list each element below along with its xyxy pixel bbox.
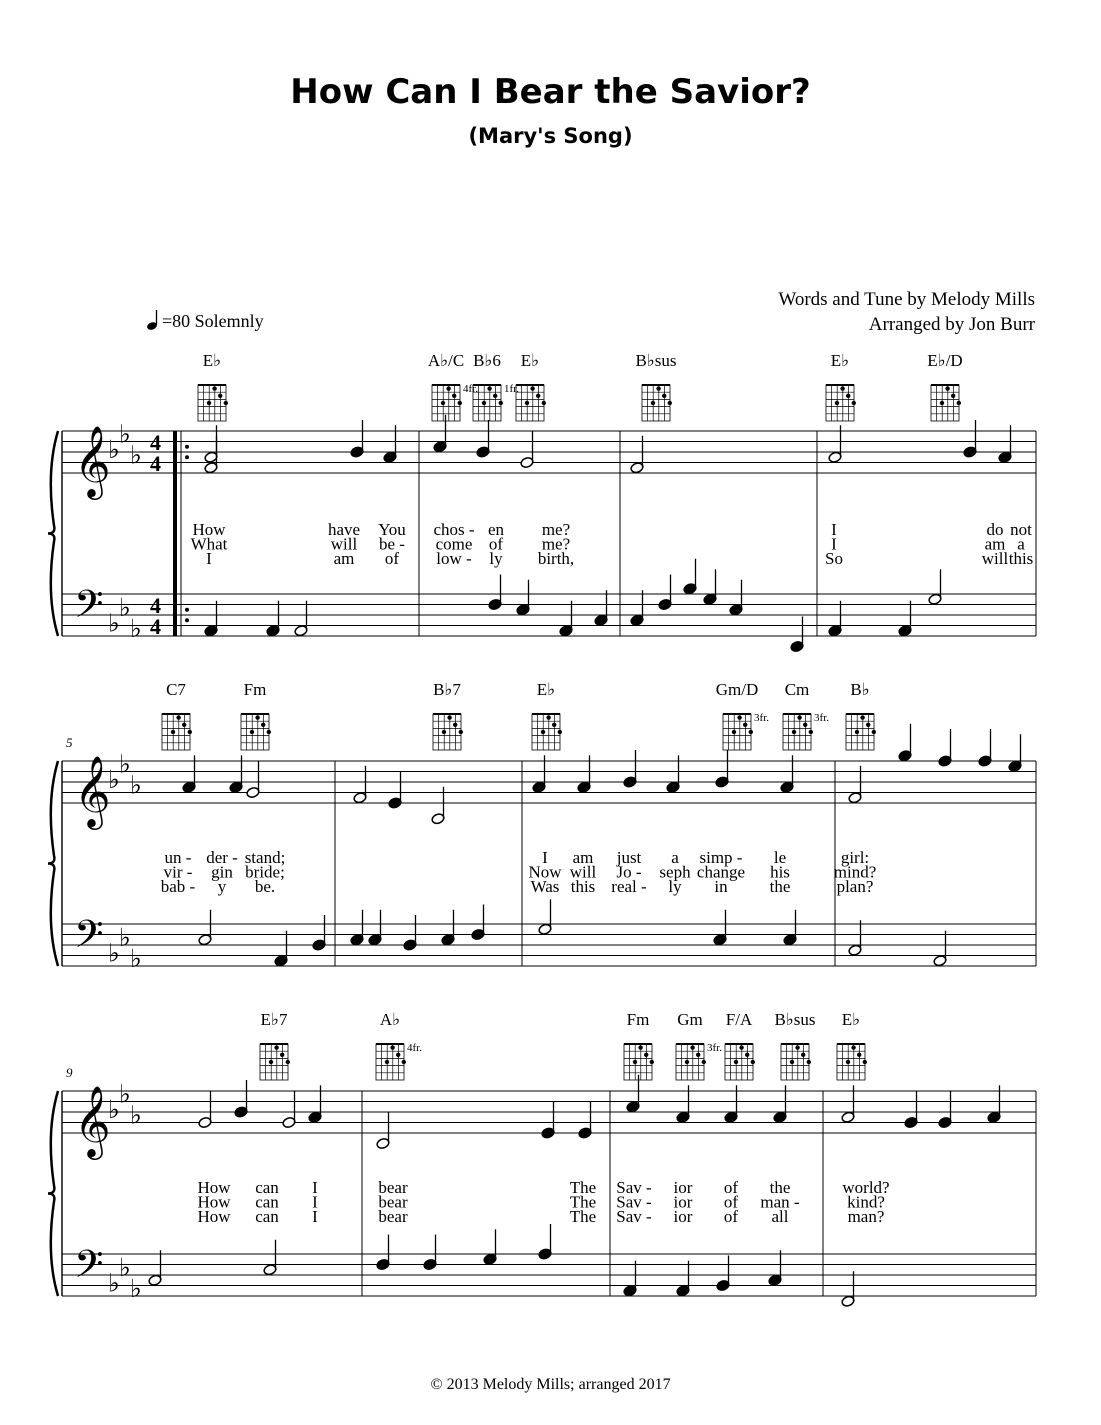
chord-diagram bbox=[433, 714, 463, 750]
flat-icon: ♭ bbox=[130, 615, 142, 643]
lyric-syllable: low - bbox=[436, 549, 472, 568]
lyric-syllable: man? bbox=[847, 1207, 885, 1226]
lyric-syllable: can bbox=[255, 1178, 279, 1197]
treble-clef-icon: 𝄞 bbox=[74, 758, 111, 826]
lyric-syllable: can bbox=[255, 1192, 279, 1212]
chord-symbol: E♭ bbox=[202, 351, 222, 370]
chord-symbol: Fm bbox=[243, 680, 267, 699]
lyric-syllable: stand; bbox=[244, 848, 286, 867]
composer-credit: Words and Tune by Melody Mills bbox=[778, 289, 1035, 310]
chord-symbol: A♭/C bbox=[427, 351, 465, 370]
chord-diagram bbox=[516, 385, 546, 421]
lyric-syllable: be - bbox=[379, 534, 405, 554]
lyric-syllable: bride; bbox=[245, 862, 285, 882]
flat-icon: ♭ bbox=[130, 442, 142, 470]
lyric-syllable: of bbox=[723, 1178, 739, 1197]
flat-icon: ♭ bbox=[108, 1097, 120, 1124]
lyric-syllable: am bbox=[572, 848, 594, 867]
lyric-syllable: bab - bbox=[160, 877, 196, 896]
lyric-syllable: of bbox=[723, 1207, 739, 1226]
flat-icon: ♭ bbox=[108, 940, 120, 968]
lyric-syllable: can bbox=[255, 1207, 279, 1226]
lyric-syllable: bear bbox=[378, 1207, 408, 1226]
lyric-syllable: ly bbox=[489, 549, 503, 568]
lyric-syllable: am bbox=[984, 534, 1006, 554]
lyric-syllable: I bbox=[831, 534, 837, 554]
arranger-credit: Arranged by Jon Burr bbox=[868, 314, 1035, 335]
chord-diagram bbox=[783, 714, 813, 750]
lyric-syllable: am bbox=[333, 549, 355, 568]
lyric-syllable: all bbox=[771, 1207, 789, 1226]
lyric-syllable: the bbox=[769, 877, 791, 896]
lyric-syllable: a bbox=[1017, 534, 1025, 554]
tempo-text: =80 Solemnly bbox=[162, 311, 264, 331]
fret-label: 4fr. bbox=[463, 383, 478, 395]
lyric-syllable: bear bbox=[378, 1178, 408, 1197]
lyric-syllable: I bbox=[831, 520, 837, 539]
lyric-syllable: Sav - bbox=[616, 1192, 652, 1212]
chord-symbol: F/A bbox=[725, 1010, 753, 1029]
song-title: How Can I Bear the Savior? bbox=[290, 72, 811, 112]
copyright: © 2013 Melody Mills; arranged 2017 bbox=[430, 1376, 671, 1393]
lyric-syllable: girl: bbox=[840, 848, 870, 867]
chord-diagram bbox=[642, 385, 672, 421]
chord-diagram bbox=[198, 385, 228, 421]
lyric-syllable: en bbox=[487, 520, 505, 539]
flat-icon: ♭ bbox=[108, 437, 120, 464]
lyric-syllable: real - bbox=[611, 877, 647, 896]
song-subtitle: (Mary's Song) bbox=[468, 124, 633, 148]
chord-symbol: E♭ bbox=[536, 680, 556, 699]
lyric-syllable: gin bbox=[211, 862, 233, 882]
lyric-syllable: have bbox=[327, 520, 361, 539]
lyric-syllable: a bbox=[671, 848, 679, 867]
chord-symbol: E♭ bbox=[830, 351, 850, 370]
chord-symbol: E♭/D bbox=[927, 351, 963, 370]
chord-diagram bbox=[837, 1044, 867, 1080]
chord-diagram bbox=[624, 1044, 654, 1080]
repeat-barline bbox=[173, 431, 177, 636]
lyric-syllable: not bbox=[1010, 520, 1032, 539]
treble-clef-icon: 𝄞 bbox=[74, 1088, 111, 1156]
lyric-syllable: be. bbox=[254, 877, 276, 896]
bass-staff bbox=[62, 1254, 1036, 1296]
chord-symbol: B♭6 bbox=[473, 351, 501, 370]
lyric-syllable: You bbox=[378, 520, 406, 539]
lyric-syllable: Jo - bbox=[616, 862, 642, 882]
chord-symbol: Fm bbox=[626, 1010, 650, 1029]
measure-number: 5 bbox=[66, 735, 73, 750]
lyric-syllable: his bbox=[770, 862, 790, 882]
lyric-syllable: vir - bbox=[163, 862, 193, 882]
fret-label: 3fr. bbox=[754, 712, 769, 724]
lyric-syllable: So bbox=[825, 549, 843, 568]
lyric-syllable: le bbox=[773, 848, 787, 867]
lyric-syllable: Was bbox=[530, 877, 560, 896]
time-signature: 4 bbox=[150, 430, 161, 455]
lyric-syllable: ior bbox=[673, 1192, 693, 1212]
chord-symbol: Gm/D bbox=[715, 680, 759, 699]
time-signature: 4 bbox=[150, 614, 161, 639]
flat-icon: ♭ bbox=[130, 945, 142, 973]
lyric-syllable: der - bbox=[206, 848, 238, 867]
lyric-syllable: just bbox=[616, 848, 642, 867]
treble-clef-icon: 𝄞 bbox=[74, 428, 111, 496]
lyric-syllable: seph bbox=[659, 862, 691, 882]
time-signature: 4 bbox=[150, 593, 161, 618]
chord-diagram bbox=[260, 1044, 290, 1080]
brace-icon bbox=[48, 1091, 58, 1296]
chord-diagram bbox=[162, 714, 192, 750]
lyric-syllable: me? bbox=[541, 534, 571, 554]
bass-clef-icon: 𝄢 bbox=[74, 913, 104, 965]
flat-icon: ♭ bbox=[108, 767, 120, 794]
chord-symbol: B♭sus bbox=[635, 351, 677, 370]
lyric-syllable: in bbox=[714, 877, 728, 896]
lyric-syllable: of bbox=[488, 534, 504, 554]
lyric-syllable: I bbox=[312, 1192, 318, 1212]
repeat-dot bbox=[185, 455, 189, 459]
lyric-syllable: ior bbox=[673, 1178, 693, 1197]
lyric-syllable: I bbox=[312, 1178, 318, 1197]
chord-symbol: B♭7 bbox=[433, 680, 461, 699]
chord-diagram bbox=[846, 714, 876, 750]
chord-diagram bbox=[376, 1044, 406, 1080]
lyric-syllable: birth, bbox=[537, 549, 575, 568]
chord-diagram bbox=[781, 1044, 811, 1080]
chord-symbol: E♭ bbox=[520, 351, 540, 370]
bass-clef-icon: 𝄢 bbox=[74, 583, 104, 635]
lyric-syllable: me? bbox=[541, 520, 571, 539]
fret-label: 1fr. bbox=[504, 383, 519, 395]
lyric-syllable: do bbox=[986, 520, 1004, 539]
lyric-syllable: I bbox=[542, 848, 548, 867]
chord-diagram bbox=[826, 385, 856, 421]
bass-clef-icon: 𝄢 bbox=[74, 1243, 104, 1295]
chord-symbol: Gm bbox=[677, 1010, 703, 1029]
lyric-syllable: How bbox=[197, 1192, 231, 1212]
flat-icon: ♭ bbox=[119, 751, 131, 779]
lyric-syllable: What bbox=[190, 534, 228, 554]
lyric-syllable: this bbox=[570, 877, 596, 896]
chord-diagram bbox=[725, 1044, 755, 1080]
lyric-syllable: will bbox=[330, 534, 358, 554]
lyric-syllable: man - bbox=[760, 1192, 800, 1212]
flat-icon: ♭ bbox=[130, 1102, 142, 1130]
lyric-syllable: ly bbox=[668, 877, 682, 896]
chord-diagram bbox=[931, 385, 961, 421]
chord-symbol: E♭7 bbox=[260, 1010, 288, 1029]
lyric-syllable: ior bbox=[673, 1207, 693, 1226]
lyric-syllable: world? bbox=[842, 1178, 890, 1197]
flat-icon: ♭ bbox=[119, 421, 131, 449]
lyric-syllable: mind? bbox=[833, 862, 877, 882]
flat-icon: ♭ bbox=[130, 1275, 142, 1303]
lyric-syllable: I bbox=[312, 1207, 318, 1226]
repeat-dot bbox=[185, 445, 189, 449]
lyric-syllable: simp - bbox=[699, 848, 743, 867]
lyric-syllable: The bbox=[569, 1207, 597, 1226]
fret-label: 3fr. bbox=[707, 1042, 722, 1054]
lyric-syllable: of bbox=[384, 549, 400, 568]
lyric-syllable: of bbox=[723, 1192, 739, 1212]
chord-symbol: C7 bbox=[166, 680, 186, 699]
fret-label: 3fr. bbox=[814, 712, 829, 724]
lyric-syllable: un - bbox=[164, 848, 192, 867]
lyric-syllable: chos - bbox=[433, 520, 475, 539]
flat-icon: ♭ bbox=[119, 594, 131, 622]
treble-staff bbox=[62, 761, 1036, 803]
flat-icon: ♭ bbox=[119, 1081, 131, 1109]
lyric-syllable: bear bbox=[378, 1192, 408, 1212]
repeat-dot bbox=[185, 608, 189, 612]
lyric-syllable: come bbox=[435, 534, 473, 554]
brace-icon bbox=[48, 431, 58, 636]
flat-icon: ♭ bbox=[119, 1254, 131, 1282]
lyric-syllable: Now bbox=[528, 862, 562, 882]
lyric-syllable: The bbox=[569, 1192, 597, 1212]
lyric-syllable: change bbox=[696, 862, 746, 882]
chord-diagram bbox=[676, 1044, 706, 1080]
fret-label: 4fr. bbox=[407, 1042, 422, 1054]
lyric-syllable: How bbox=[197, 1178, 231, 1197]
chord-diagram bbox=[532, 714, 562, 750]
lyric-syllable: will bbox=[981, 549, 1009, 568]
lyric-syllable: How bbox=[192, 520, 226, 539]
flat-icon: ♭ bbox=[130, 772, 142, 800]
lyric-syllable: Sav - bbox=[616, 1178, 652, 1197]
lyric-syllable: y bbox=[217, 877, 227, 896]
chord-symbol: Cm bbox=[784, 680, 810, 699]
lyric-syllable: kind? bbox=[847, 1192, 885, 1212]
lyric-syllable: Sav - bbox=[616, 1207, 652, 1226]
lyric-syllable: I bbox=[206, 549, 212, 568]
measure-number: 9 bbox=[66, 1065, 73, 1080]
repeat-dot bbox=[185, 618, 189, 622]
chord-symbol: E♭ bbox=[841, 1010, 861, 1029]
chord-symbol: B♭sus bbox=[774, 1010, 816, 1029]
lyric-syllable: The bbox=[569, 1178, 597, 1197]
lyric-syllable: plan? bbox=[836, 877, 874, 896]
brace-icon bbox=[48, 761, 58, 966]
flat-icon: ♭ bbox=[108, 1270, 120, 1298]
lyric-syllable: How bbox=[197, 1207, 231, 1226]
chord-diagram bbox=[432, 385, 462, 421]
chord-diagram bbox=[723, 714, 753, 750]
chord-symbol: B♭ bbox=[850, 680, 870, 699]
lyric-syllable: this bbox=[1008, 549, 1034, 568]
flat-icon: ♭ bbox=[108, 610, 120, 638]
chord-diagram bbox=[241, 714, 271, 750]
time-signature: 4 bbox=[150, 451, 161, 476]
lyric-syllable: the bbox=[769, 1178, 791, 1197]
lyric-syllable: will bbox=[569, 862, 597, 882]
chord-symbol: A♭ bbox=[379, 1010, 401, 1029]
flat-icon: ♭ bbox=[119, 924, 131, 952]
